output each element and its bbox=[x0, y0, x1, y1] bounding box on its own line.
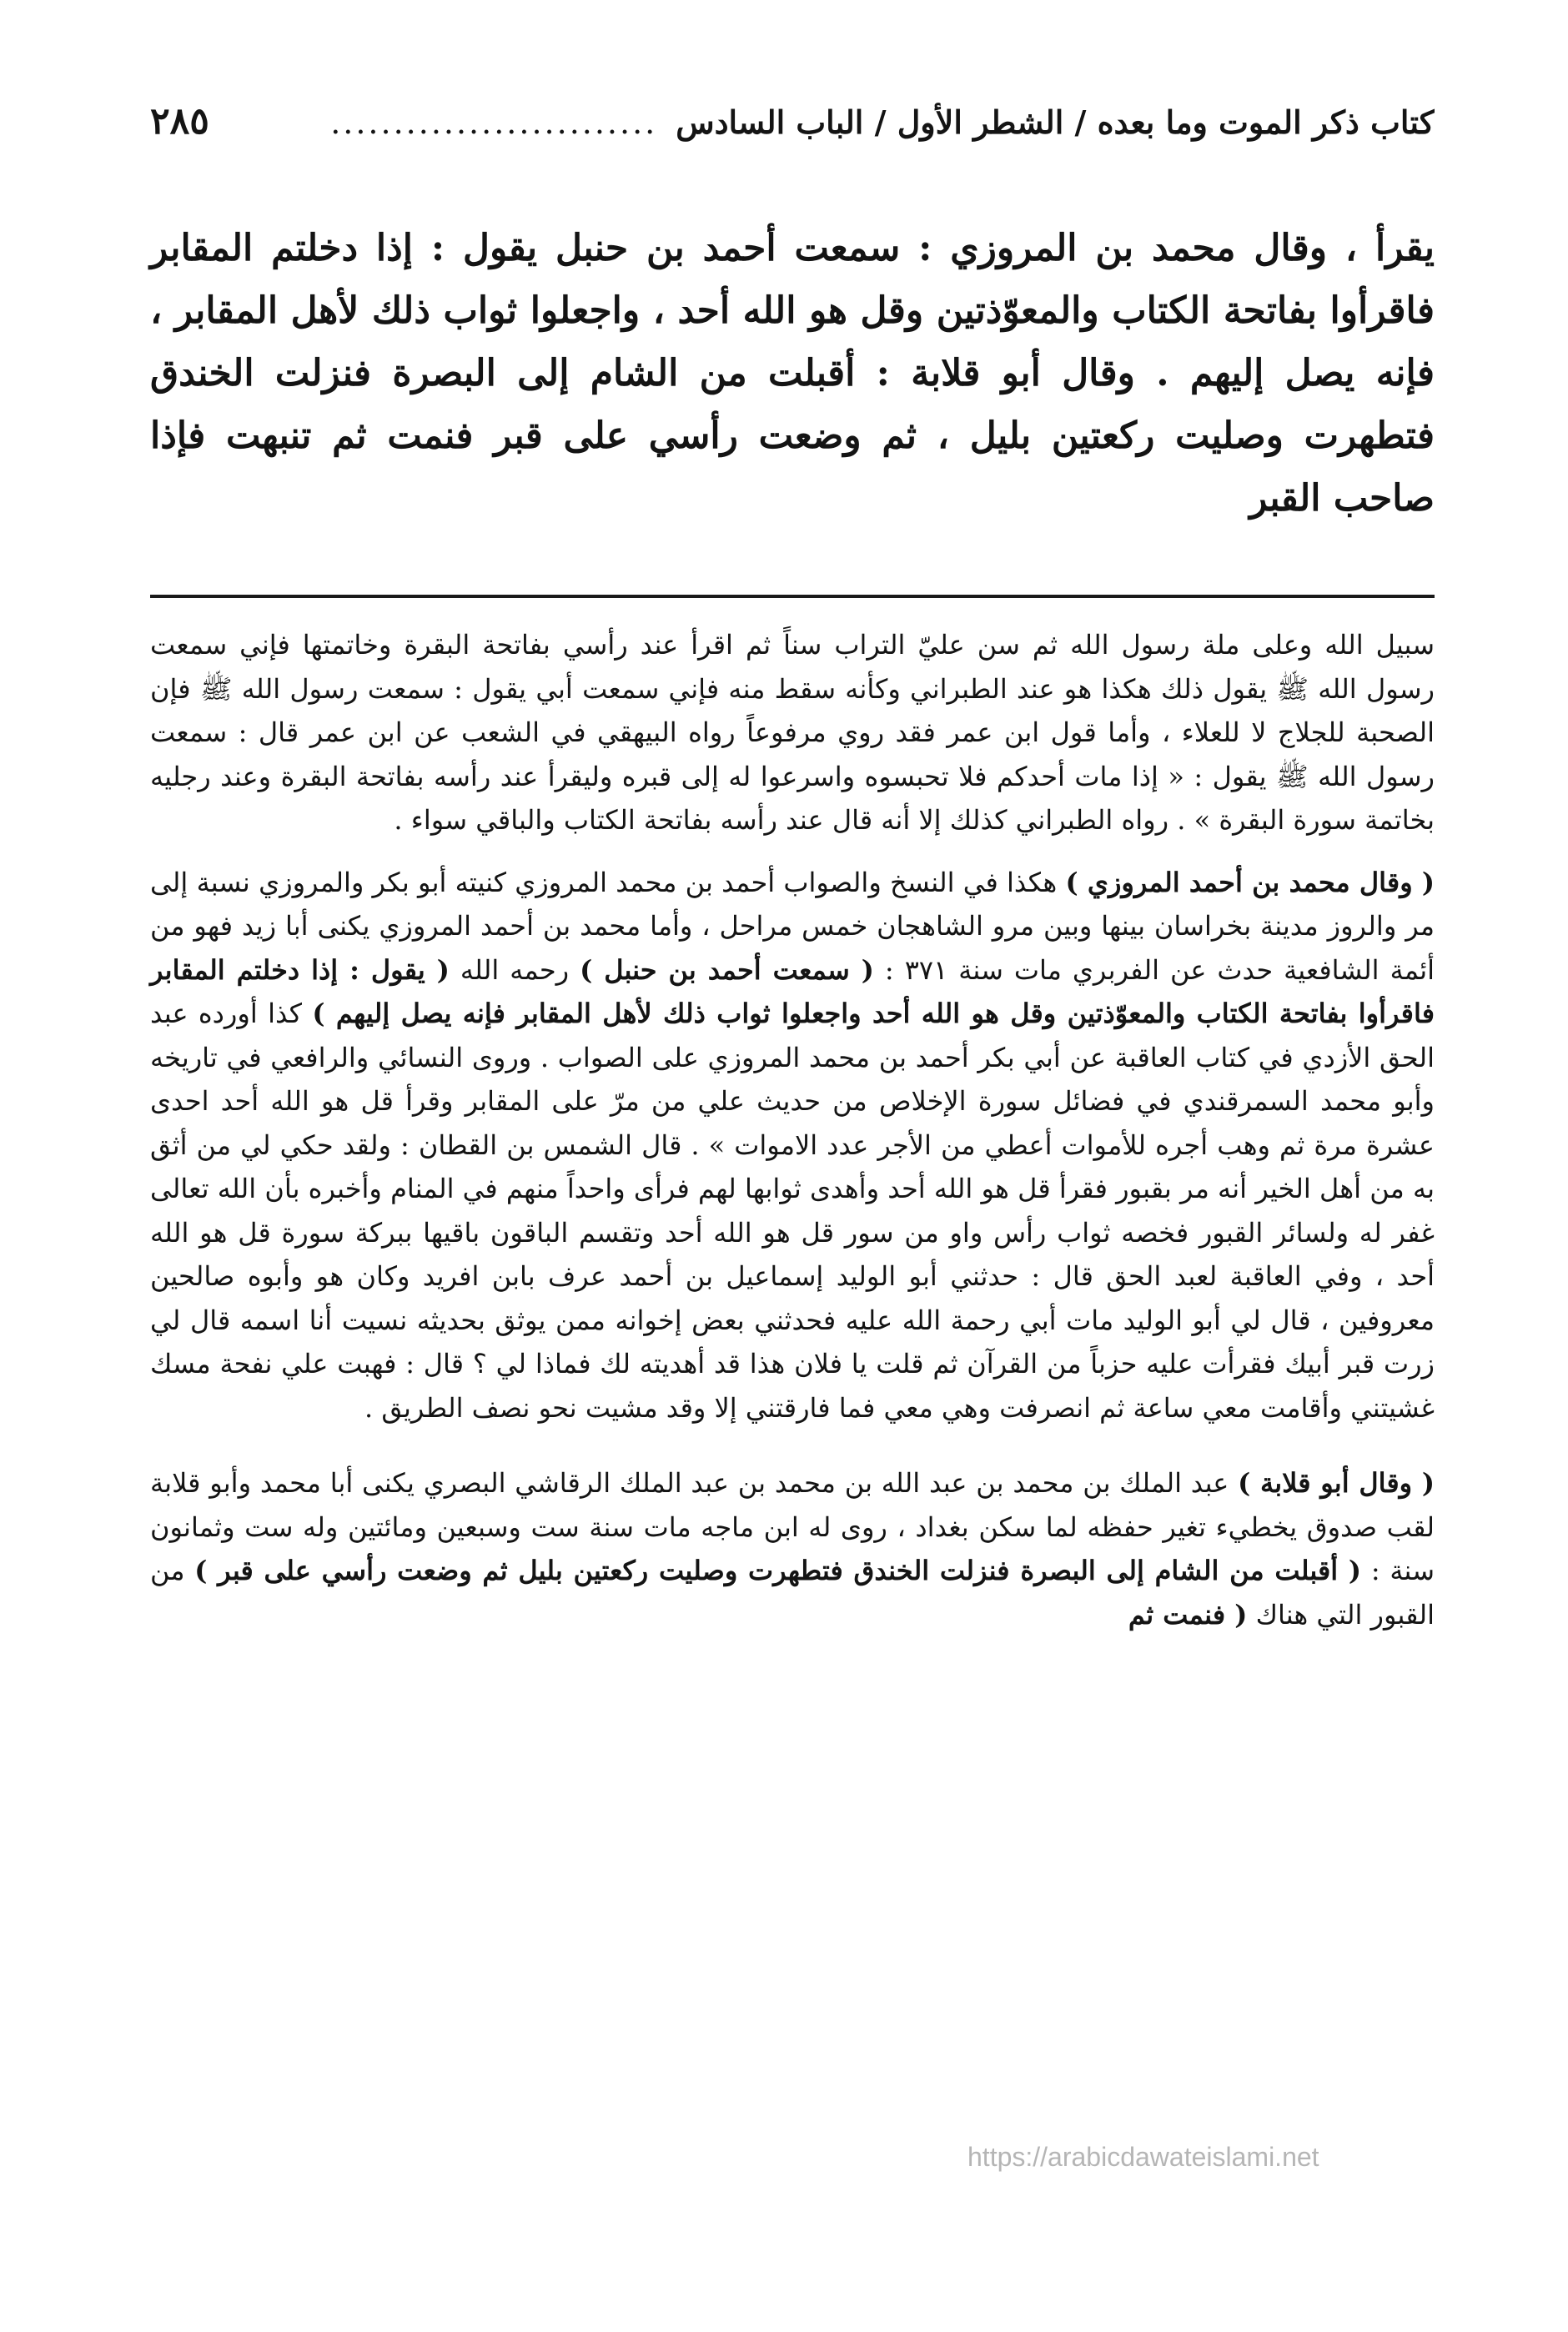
page-number: ٢٨٥ bbox=[150, 100, 209, 143]
commentary-paragraph-1: سبيل الله وعلى ملة رسول الله ثم سن عليّ التراب سناً ثم اقرأ عند رأسي بفاتحة البقرة وخاتمتها فإني سمعت رسول الله ﷺ يقول ذلك هكذا هو عند الطبراني وكأنه سقط منه فإني سمعت أبي يقول : سمعت رسول الله ﷺ فإن الصحبة للجلاج لا للعلاء ، وأما قول ابن عمر فقد روي مرفوعاً رواه البيهقي في الشعب عن ابن عمر قال : سمعت رسول الله ﷺ يقول : « إذا مات أحدكم فلا تحبسوه واسرعوا له إلى قبره وليقرأ عند رأسه بفاتحة البقرة وعند رجليه بخاتمة سورة البقرة » . رواه الطبراني كذلك إلا أنه قال عند رأسه بفاتحة الكتاب والباقي سواء . bbox=[150, 629, 1435, 836]
commentary-block bbox=[150, 623, 1435, 1636]
commentary-text: رحمه الله bbox=[449, 953, 580, 986]
commentary-text: عبد الملك بن محمد بن عبد الله بن محمد بن عبد الملك الرقاشي البصري يكنى أبا محمد وأبو قلابة لقب صدوق يخطيء تغير حفظه لما سكن بغداد ، روى له ابن ماجه مات سنة ست وسبعين ومائتين وله ست وثمانون سنة : bbox=[150, 1467, 1435, 1586]
header-title: كتاب ذكر الموت وما بعده / الشطر الأول / الباب السادس bbox=[676, 103, 1435, 141]
quoted-phrase: ( وقال أبو قلابة ) bbox=[1238, 1467, 1435, 1499]
commentary-paragraph-2 bbox=[150, 861, 1435, 1430]
quoted-phrase: ( وقال محمد بن أحمد المروزي ) bbox=[1065, 866, 1435, 898]
quoted-phrase: ( سمعت أحمد بن حنبل ) bbox=[580, 953, 874, 986]
quoted-phrase: ( أقبلت من الشام إلى البصرة فنزلت الخندق فتطهرت وصليت ركعتين بليل ثم وضعت رأسي على قبر ) bbox=[194, 1555, 1362, 1586]
main-text-block: يقرأ ، وقال محمد بن المروزي : سمعت أحمد بن حنبل يقول : إذا دخلتم المقابر فاقرأوا بفاتحة الكتاب والمعوّذتين وقل هو الله أحد ، واجعلوا ثواب ذلك لأهل المقابر ، فإنه يصل إليهم . وقال أبو قلابة : أقبلت من الشام إلى البصرة فنزلت الخندق فتطهرت وصليت ركعتين بليل ، ثم وضعت رأسي على قبر فنمت ثم تنبهت فإذا صاحب القبر bbox=[150, 227, 1435, 520]
footnote-divider bbox=[150, 595, 1435, 598]
book-page bbox=[150, 100, 1435, 1636]
commentary-paragraph-3 bbox=[150, 1461, 1435, 1636]
source-watermark: https://arabicdawateislami.net bbox=[967, 2142, 1319, 2172]
header-leader-dots: .......................... bbox=[330, 104, 658, 141]
quoted-phrase: ( يقول : إذا دخلتم المقابر فاقرأوا بفاتحة الكتاب والمعوّذتين وقل هو الله أحد واجعلوا ثواب ذلك لأهل المقابر فإنه يصل إليهم ) bbox=[150, 953, 1435, 1029]
quoted-phrase: ( فنمت ثم bbox=[1128, 1598, 1248, 1631]
commentary-text: كذا أورده عبد الحق الأزدي في كتاب العاقبة عن أبي بكر أحمد بن محمد المروزي على الصواب . وروى النسائي والرافعي في تاريخه وأبو محمد السمرقندي في فضائل سورة الإخلاص من حديث علي من مرّ على المقابر وقرأ قل هو الله أحد احدى عشرة مرة ثم وهب أجره للأموات أعطي من الأجر عدد الاموات » . قال الشمس بن القطان : ولقد حكي لي من أثق به من أهل الخير أنه مر بقبور فقرأ قل هو الله أحد وأهدى ثوابها لهم فرأى واحداً منهم في المنام وأخبره بأن الله تعالى غفر له ولسائر القبور فخصه ثواب رأس واو من سور قل هو الله أحد وتقسم الباقون باقيها ببركة سورة قل هو الله أحد ، وفي العاقبة لعبد الحق قال : حدثني أبو الوليد إسماعيل بن أحمد عرف بابن افريد وكان هو وأبوه صالحين معروفين ، قال لي أبو الوليد مات أبي رحمة الله عليه فحدثني بعض إخوانه ممن يوثق بحديثه نسيت أنا اسمه قال لي زرت قبر أبيك فقرأت عليه حزباً من القرآن ثم قلت يا فلان هذا قد أهديته لك فماذا لي ؟ قال : فهبت علي نفحة مسك غشيتني وأقامت معي ساعة ثم انصرفت وهي معي فما فارقتني إلا وقد مشيت نحو نصف الطريق . bbox=[150, 998, 1435, 1424]
running-header bbox=[150, 100, 1435, 175]
commentary-text: من القبور التي هناك bbox=[150, 1555, 1435, 1631]
commentary-text: هكذا في النسخ والصواب أحمد بن محمد المروزي كنيته أبو بكر والمروزي نسبة إلى مر والروز مدينة بخراسان بينها وبين مرو الشاهجان خمس مراحل ، وأما محمد بن أحمد المروزي يكنى أبا زيد فهو من أئمة الشافعية حدث عن الفربري مات سنة ٣٧١ : bbox=[150, 866, 1435, 986]
